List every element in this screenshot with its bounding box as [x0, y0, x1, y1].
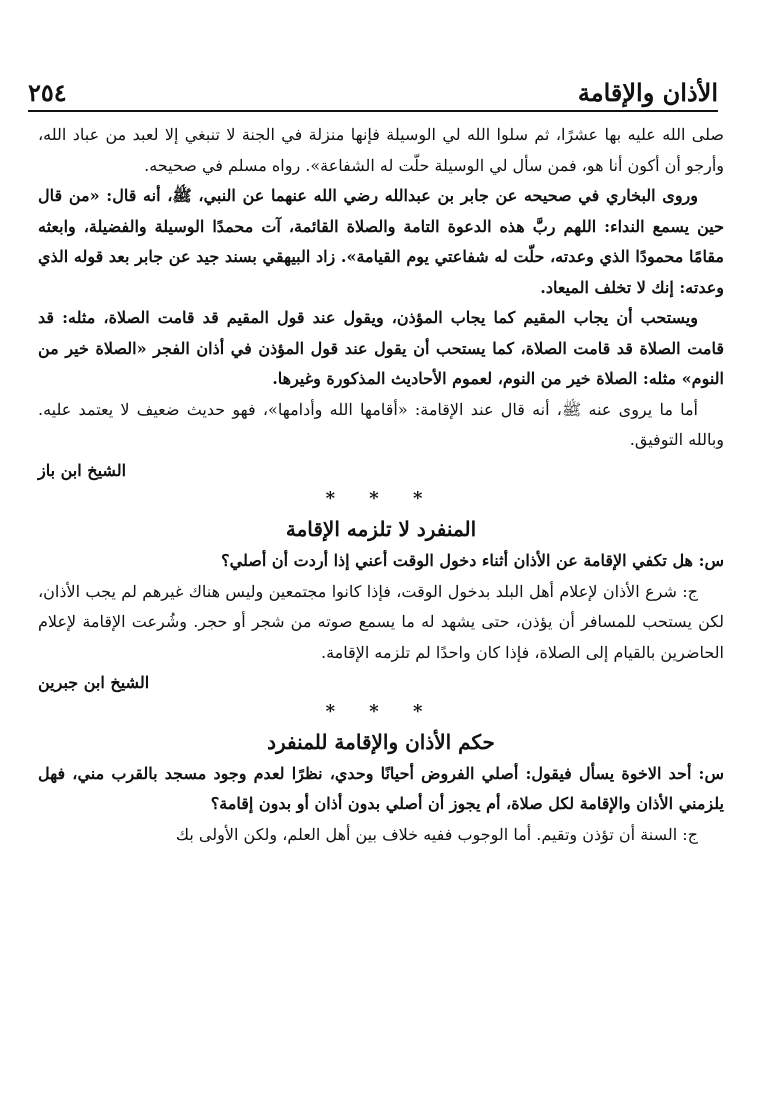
question-2: س: أحد الاخوة يسأل فيقول: أصلي الفروض أحيانًا وحدي، نظرًا لعدم وجود مسجد بالقرب مني، فهل يلزمني الأذان والإقامة لكل صلاة، أم يجوز أن أصلي بدون أذان أو بدون إقامة؟: [38, 763, 724, 813]
running-header: [28, 74, 718, 112]
section-separator-1: * * *: [325, 488, 437, 509]
signature-ibn-baz: الشيخ ابن باز: [38, 460, 127, 480]
question-1: س: هل تكفي الإقامة عن الأذان أثناء دخول الوقت أعني إذا أردت أن أصلي؟: [221, 551, 724, 570]
section-heading-2: حكم الأذان والإقامة للمنفرد: [267, 729, 495, 754]
page-number: ٢٥٤: [28, 78, 67, 107]
signature-ibn-jibreen: الشيخ ابن جبرين: [38, 673, 150, 692]
chapter-title: الأذان والإقامة: [577, 78, 718, 107]
answer-2: ج: السنة أن تؤذن وتقيم. أما الوجوب ففيه خلاف بين أهل العلم، ولكن الأولى بك: [175, 824, 698, 844]
page-body: [38, 120, 724, 850]
answer-1: ج: شرع الأذان لإعلام أهل البلد بدخول الوقت، فإذا كانوا مجتمعين وليس هناك غيرهم لم يجب الأذان، لكن يستحب للمسافر أن يؤذن، حتى يشهد له ما يسمع صوته من شجر أو حجر. وشُرعت الإقامة لإعلام الحاضرين بالقيام إلى الصلاة، فإذا كان واحدًا لم تلزمه الإقامة.: [38, 581, 724, 662]
paragraph-2: وروى البخاري في صحيحه عن جابر بن عبدالله رضي الله عنهما عن النبي، ﷺ، أنه قال: «من قال حين يسمع النداء: اللهم ربَّ هذه الدعوة التامة والصلاة القائمة، آت محمدًا الوسيلة والفضيلة، وابعثه مقامًا محمودًا الذي وعدته، حلّت له شفاعتي يوم القيامة». زاد البيهقي بسند جيد عن جابر بعد قوله الذي وعدته: إنك لا تخلف الميعاد.: [38, 186, 724, 297]
paragraph-4: أما ما يروى عنه ﷺ، أنه قال عند الإقامة: «أقامها الله وأدامها»، فهو حديث ضعيف لا يعتمد عليه. وبالله التوفيق.: [38, 399, 724, 449]
section-separator-2: * * *: [325, 700, 437, 722]
paragraph-3: ويستحب أن يجاب المقيم كما يجاب المؤذن، ويقول عند قول المقيم قد قامت الصلاة، مثله: قد قامت الصلاة قد قامت الصلاة، كما يستحب أن يقول عند قول المؤذن في أذان الفجر «الصلاة خير من النوم» مثله: الصلاة خير من النوم، لعموم الأحاديث المذكورة وغيرها.: [38, 308, 725, 388]
section-heading-1: المنفرد لا تلزمه الإقامة: [285, 517, 477, 541]
paragraph-1: صلى الله عليه بها عشرًا، ثم سلوا الله لي الوسيلة فإنها منزلة في الجنة لا تنبغي إلا لعبد من عباد الله، وأرجو أن أكون أنا هو، فمن سأل لي الوسيلة حلّت له الشفاعة». رواه مسلم في صحيحه.: [38, 125, 724, 175]
